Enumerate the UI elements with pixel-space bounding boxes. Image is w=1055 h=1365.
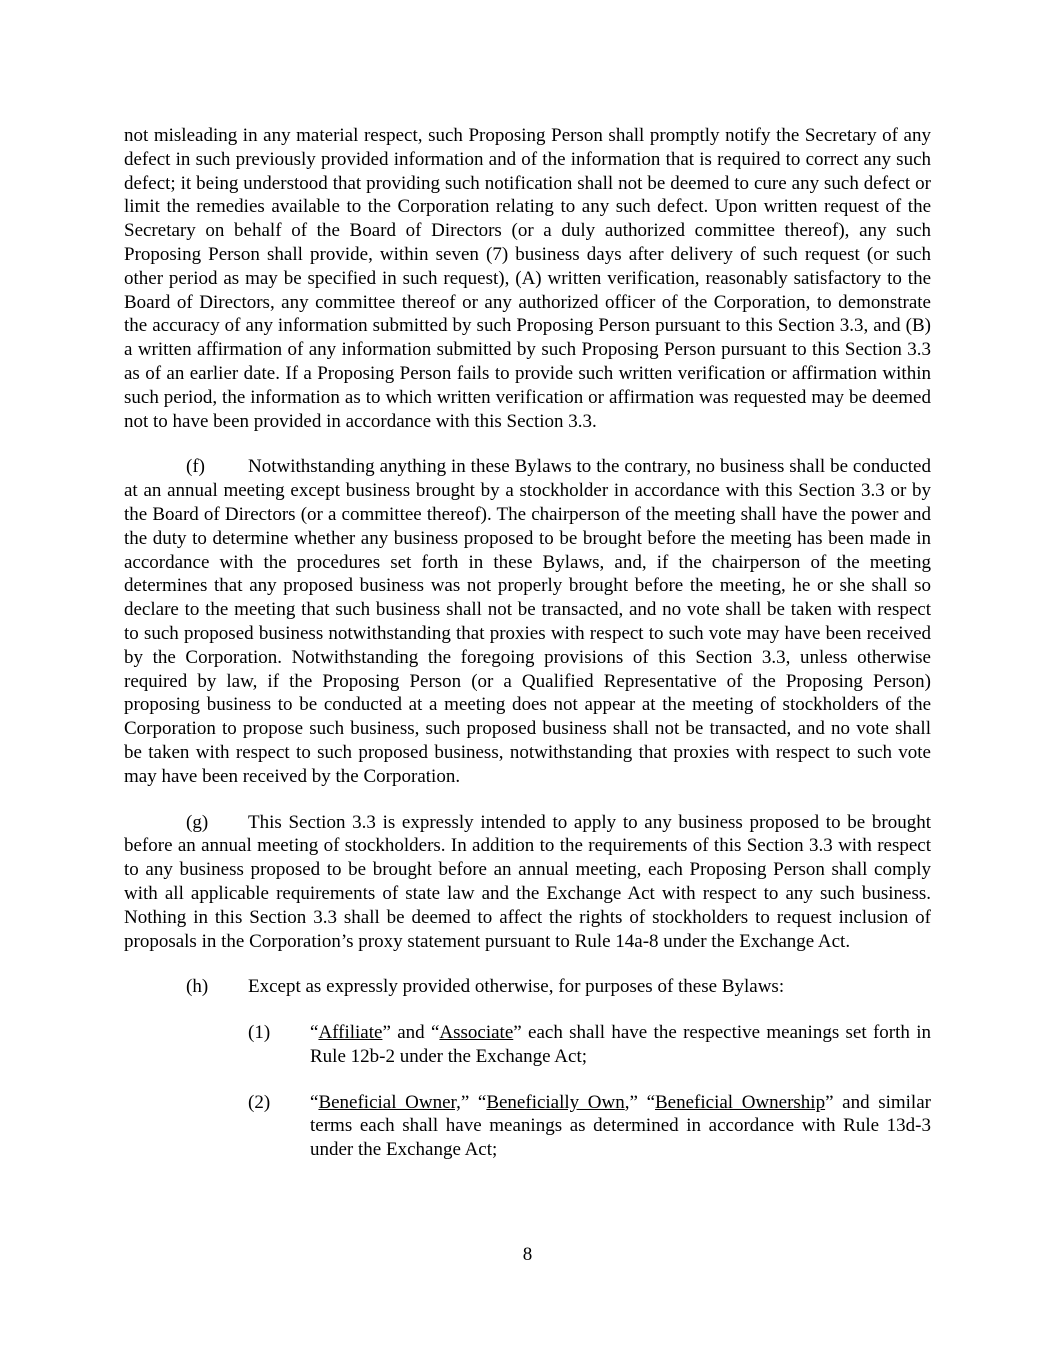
quote-mid: ” “ [460, 1091, 487, 1113]
definition-1-label: (1) [248, 1022, 271, 1044]
paragraph-f [124, 455, 931, 788]
definition-1-rest: ” each shall have the respective meanings set forth in Rule 12b-2 under the Exchange Act; [310, 1022, 931, 1067]
document-page [124, 124, 931, 1162]
definition-affiliate [124, 1021, 931, 1069]
quote-mid: ” and “ [382, 1022, 440, 1044]
term-beneficial-ownership: Beneficial Ownership [655, 1091, 826, 1113]
paragraph-f-text: Notwithstanding anything in these Bylaws to the contrary, no business shall be conducted at an annual meeting except business brought by a stockholder in accordance with this Section 3.3 or by the Board of Directors (or a committee thereof). The chairperson of the meeting shall have the power and the duty to determine whether any business proposed to be brought before the meeting has been made in accordance with the procedures set forth in these Bylaws, and, if the chairperson of the meeting determines that any proposed business was not properly brought before the meeting, he or she shall so declare to the meeting that such business shall not be transacted, and no vote shall be taken with respect to such proposed business notwithstanding that proxies with respect to such vote may have been received by the Corporation. Notwithstanding the foregoing provisions of this Section 3.3, unless otherwise required by law, if the Proposing Person (or a Qualified Representative of the Proposing Person) proposing business to be conducted at a meeting does not appear at the meeting of stockholders of the Corporation to propose such business, such proposed business shall not be transacted, and no vote shall be taken with respect to such proposed business, notwithstanding that proxies with respect to such vote may have been received by the Corporation. [124, 456, 931, 787]
definition-beneficial-owner [124, 1091, 931, 1162]
paragraph-e-continued: not misleading in any material respect, such Proposing Person shall promptly notify the Secretary of any defect in such previously provided information and of the information that is required to correct any such defect; it being understood that providing such notification shall not be deemed to cure any such defect or limit the remedies available to the Corporation relating to any such defect. Upon written request of the Secretary on behalf of the Board of Directors (or a duly authorized committee thereof), any such Proposing Person shall provide, within seven (7) business days after delivery of such request (or such other period as may be specified in such request), (A) written verification, reasonably satisfactory to the Board of Directors, any committee thereof or any authorized officer of the Corporation, to demonstrate the accuracy of any information submitted by such Proposing Person pursuant to this Section 3.3, and (B) a written affirmation of any information submitted by such Proposing Person pursuant to this Section 3.3 as of an earlier date. If a Proposing Person fails to provide such written verification or affirmation within such period, the information as to which written verification or affirmation was requested may be deemed not to have been provided in accordance with this Section 3.3. [124, 125, 931, 432]
paragraph-h-label: (h) [186, 976, 209, 998]
paragraph-h-text: Except as expressly provided otherwise, for purposes of these Bylaws: [248, 976, 785, 998]
definition-1-text [310, 1021, 931, 1069]
term-beneficially-own: Beneficially Own [486, 1091, 625, 1113]
paragraph-h [124, 975, 931, 999]
term-affiliate: Affiliate [318, 1022, 383, 1044]
definition-2-text [310, 1091, 931, 1162]
term-beneficial-owner: Beneficial Owner, [318, 1091, 461, 1113]
definition-2-label: (2) [248, 1091, 271, 1113]
paragraph-g-text: This Section 3.3 is expressly intended to apply to any business proposed to be brought before an annual meeting of stockholders. In addition to the requirements of this Section 3.3 with respect to any business proposed to be brought before an annual meeting, each Proposing Person shall comply with all applicable requirements of state law and the Exchange Act with respect to any such business. Nothing in this Section 3.3 shall be deemed to affect the rights of stockholders to request inclusion of proposals in the Corporation’s proxy statement pursuant to Rule 14a-8 under the Exchange Act. [124, 811, 931, 952]
definition-2-rest: ” and similar terms each shall have meanings as determined in accordance with Rule 13d-3 under the Exchange Act; [310, 1091, 931, 1161]
paragraph-f-label: (f) [186, 456, 205, 478]
paragraph-g [124, 811, 931, 954]
quote-mid-2: ,” “ [624, 1091, 655, 1113]
term-associate: Associate [439, 1022, 514, 1044]
page-number: 8 [522, 1244, 533, 1265]
paragraph-g-label: (g) [186, 811, 209, 833]
quote-open: “ [310, 1091, 319, 1113]
quote-open: “ [310, 1022, 319, 1044]
